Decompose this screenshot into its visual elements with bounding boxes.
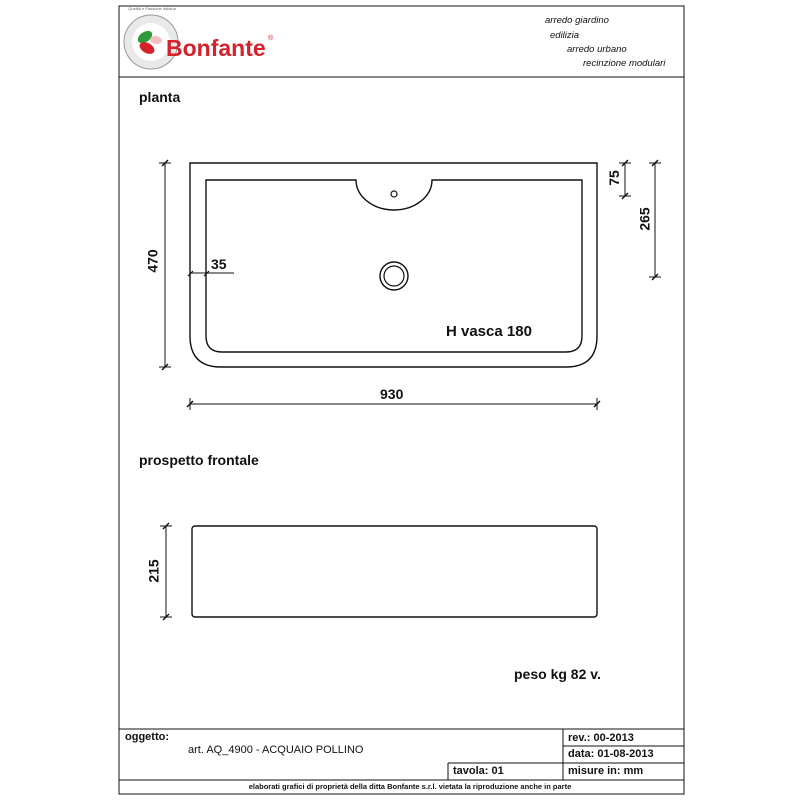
- activity-3: arredo urbano: [567, 44, 627, 55]
- dimension-notch-depth: 75: [605, 170, 622, 186]
- dimension-width: 470: [144, 249, 161, 273]
- front-view-title: prospetto frontale: [139, 452, 259, 468]
- svg-text:®: ®: [268, 35, 274, 42]
- dimension-length: 930: [380, 386, 404, 402]
- plan-view-title: planta: [139, 89, 181, 105]
- logo-ring-text: Qualità e Passione Italiana: [128, 6, 176, 11]
- sheet-field: tavola: 01: [453, 765, 504, 777]
- object-label: oggetto:: [125, 731, 169, 743]
- dimension-height: 215: [145, 559, 162, 583]
- activity-1: arredo giardino: [545, 15, 609, 26]
- activity-2: edilizia: [550, 30, 580, 41]
- date-field: data: 01-08-2013: [568, 748, 654, 760]
- copyright-notice: elaborati grafici di proprietà della ditta Bonfante s.r.l. vietata la riproduzione anche in parte: [248, 782, 572, 791]
- dimension-border: 35: [211, 256, 227, 272]
- revision-field: rev.: 00-2013: [568, 732, 634, 744]
- activity-4: recinzione modulari: [583, 58, 666, 69]
- brand-name: Bonfante: [166, 35, 266, 61]
- weight-label: peso kg 82 v.: [514, 666, 601, 682]
- dimension-drain-offset: 265: [636, 207, 653, 231]
- basin-depth-label: H vasca 180: [446, 323, 532, 340]
- article-title: art. AQ_4900 - ACQUAIO POLLINO: [188, 744, 364, 756]
- units-field: misure in: mm: [568, 765, 644, 777]
